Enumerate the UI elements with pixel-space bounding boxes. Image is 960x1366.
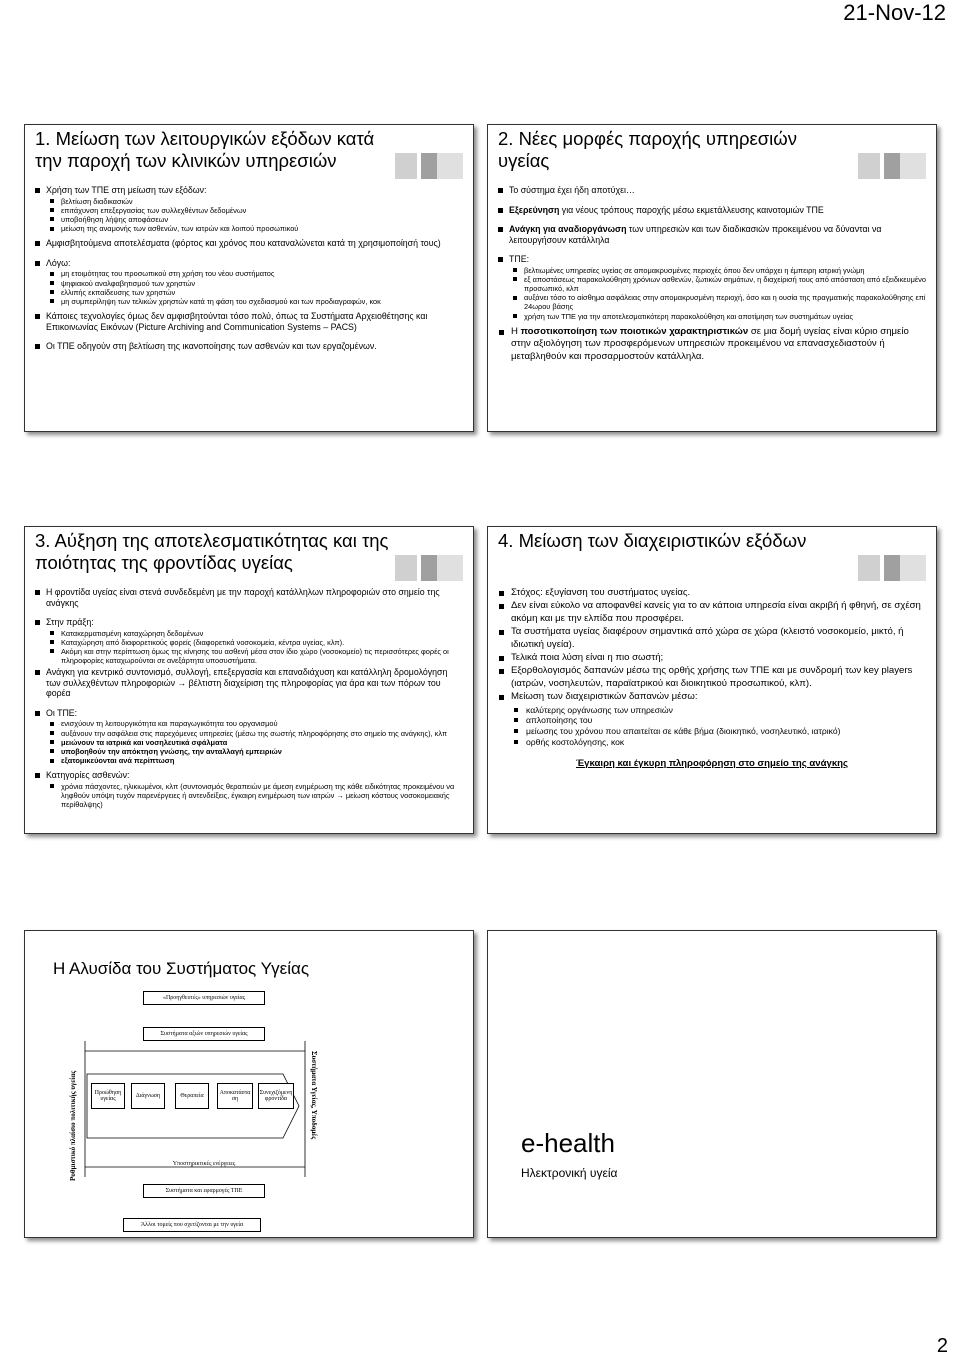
sub-bullet: αυξάνουν την ασφάλεια στις παρεχόμενες υπηρεσίες (μέσω της σωστής πληροφόρησης στο σημείο της ανάγκης), κλπ (35, 729, 463, 738)
slide-decoration (395, 153, 463, 179)
chain-step-3: Θεραπεία (175, 1083, 209, 1109)
slide-5-title: Η Αλυσίδα του Συστήματος Υγείας (53, 959, 310, 978)
top-box-2: Συστήματα αξιών υπηρεσιών υγείας (143, 1027, 265, 1041)
bullet: Οι ΤΠΕ: (35, 708, 463, 719)
bullet: Μείωση των διαχειριστικών δαπανών μέσω: (498, 691, 926, 703)
slide-6-title: e-health (521, 1128, 615, 1158)
text: σε μια δομή υγείας είναι κύριο σημείο στην αξιολόγηση των προσφερόμενων υπηρεσιών προκειμένου να επανασχεδιαστούν ή μεταβληθούν και προσαρμοστούν κατάλληλα. (511, 325, 909, 362)
sub-bullet: μείωσης του χρόνου που απαιτείται σε κάθε βήμα (διοικητικό, νοσηλευτικό, ιατρικό) (498, 726, 926, 737)
bullet: Αμφισβητούμενα αποτελέσματα (φόρτος και χρόνος που καταναλώνεται κατά τη χρησιμοποίησή τους) (35, 238, 463, 249)
slide-4-title: 4. Μείωση των διαχειριστικών εξόδων (498, 530, 807, 551)
bullet (498, 205, 926, 216)
sub-bullet: υποβοηθούν την απόκτηση γνώσης, την ανταλλαγή εμπειριών (35, 747, 463, 756)
sub-bullet: βελτίωση διαδικασιών (35, 197, 463, 206)
bullet: Κατηγορίες ασθενών: (35, 770, 463, 781)
sub-bullet: χρήση των ΤΠΕ για την αποτελεσματικότερη παρακολούθηση και αποτίμηση των συστημάτων υγείας (498, 312, 926, 321)
bullet: Οι ΤΠΕ οδηγούν στη βελτίωση της ικανοποίησης των ασθενών και των εργαζομένων. (35, 341, 463, 352)
chain-step-4: Αποκατάστα ση (217, 1083, 253, 1109)
bullet: Η φροντίδα υγείας είναι στενά συνδεδεμένη με την παροχή κατάλληλων πληροφοριών στο σημείο της ανάγκης (35, 587, 463, 608)
sub-bullet: καλύτερης οργάνωσης των υπηρεσιών (498, 705, 926, 716)
emphasis-link-text: Έγκαιρη και έγκυρη πληροφόρηση στο σημείο της ανάγκης (575, 757, 849, 769)
chain-step-5: Συνεχιζόμενη φροντίδα (258, 1083, 294, 1109)
header-date: 21-Nov-12 (843, 0, 946, 25)
slide-1[interactable] (24, 124, 474, 432)
bullet: Κάποιες τεχνολογίες όμως δεν αμφισβητούνται τόσο πολύ, όπως τα Συστήματα Αρχειοθέτησης και Επικοινωνίας Εικόνων (Picture Archiving and Communication Systems – PACS) (35, 311, 463, 332)
sub-bullet: ορθής κοστολόγησης, κοκ (498, 737, 926, 748)
bullet: Χρήση των ΤΠΕ στη μείωση των εξόδων: (35, 185, 463, 196)
bottom-box-1: Υποστηρικτικές ενέργειες (172, 1160, 236, 1167)
text: για νέους τρόπους παροχής μέσω εκμετάλλευσης καινοτομιών ΤΠΕ (559, 204, 824, 215)
sub-bullet: Καταχώρηση από διαφορετικούς φορείς (διαφορετικά νοσοκομεία, κέντρα υγείας, κλπ). (35, 638, 463, 647)
health-chain-diagram (25, 931, 473, 1237)
sub-bullet: επιτάχυνση επεξεργασίας των συλλεχθέντων δεδομένων (35, 206, 463, 215)
bullet: Στην πράξη: (35, 617, 463, 628)
bullet: Στόχος: εξυγίανση του συστήματος υγείας. (498, 587, 926, 599)
page-number: 2 (936, 1335, 948, 1357)
chain-step-2: Διάγνωση (131, 1083, 165, 1109)
slide-2[interactable] (487, 124, 937, 432)
slide-1-title: 1. Μείωση των λειτουργικών εξόδων κατά την παροχή των κλινικών υπηρεσιών (35, 128, 375, 171)
slide-3-title: 3. Αύξηση της αποτελεσματικότητας και της ποιότητας της φροντίδας υγείας (35, 530, 389, 573)
text: Η (511, 325, 521, 337)
sub-bullet: εξ αποστάσεως παρακολούθηση χρόνιων ασθενών, ζωτικών σημάτων, η διαχείρισή τους από απόσταση από εξειδικευμένο προσωπικό, κλπ (498, 275, 926, 293)
sub-bullet: χρόνια πάσχοντες, ηλικιωμένοι, κλπ (συντονισμός θεραπειών με άμεση ενημέρωση της κάθε ειδικότητας προκειμένου να ληφθούν υπόψη τυχόν παρενέργειες ή αντενδείξεις, έγκαιρη ενημέρωση των ιατρών → μείωση κόστους νοσοκομειακής περίθαλψης) (35, 782, 463, 810)
slide-decoration (395, 555, 463, 581)
sub-bullet: ελλιπής εκπαίδευσης των χρηστών (35, 288, 463, 297)
bold-text: ποσοτικοποίηση των ποιοτικών χαρακτηριστικών (520, 325, 749, 337)
bullet: Ανάγκη για κεντρικό συντονισμό, συλλογή, επεξεργασία και επαναδιάχυση και κατάλληλη δρομολόγηση των συλλεχθέντων πληροφοριών → βέλτιστη διαχείριση της πληροφορίας για άρα και των πόρων του φορέα (35, 667, 463, 699)
bold-text: Εξερεύνηση (509, 204, 560, 215)
sub-bullet: ενισχύουν τη λειτουργικότητα και παραγωγικότητα του οργανισμού (35, 719, 463, 728)
bottom-box-2: Συστήματα και εφαρμογές ΤΠΕ (143, 1184, 265, 1198)
chain-step-1: Προώθηση υγείας (91, 1083, 125, 1109)
left-vertical-label: Ρυθμιστικό πλαίσιο πολιτικής υγείας (69, 1070, 77, 1181)
slide-6[interactable] (487, 930, 937, 1238)
bullet: Δεν είναι εύκολο να αποφανθεί κανείς για το αν κάποια υπηρεσία είναι ακριβή ή φθηνή, σε σχέση ακόμη και με την ελπίδα που προσφέρει. (498, 600, 926, 625)
sub-bullet: Κατακερματισμένη καταχώρηση δεδομένων (35, 629, 463, 638)
top-box-1: «Προηγθευτές» υπηρεσιών υγείας (143, 991, 265, 1005)
sub-bullet: βελτιωμένες υπηρεσίες υγείας σε απομακρυσμένες περιοχές όπου δεν υπάρχει η έμπειρη ιατρική γνώμη (498, 266, 926, 275)
sub-bullet: υποβοήθηση λήψης αποφάσεων (35, 215, 463, 224)
sub-bullet: εξατομικεύονται ανά περίπτωση (35, 756, 463, 765)
slide-3[interactable] (24, 526, 474, 834)
right-vertical-label: Συστήματα Υγείας, Υποδομές (310, 1051, 318, 1140)
slide-decoration (858, 153, 926, 179)
slide-2-title: 2. Νέες μορφές παροχής υπηρεσιών υγείας (498, 128, 797, 171)
bullet (498, 326, 926, 363)
bullet: Το σύστημα έχει ήδη αποτύχει… (498, 185, 926, 196)
slide-decoration (858, 555, 926, 581)
bullet: Εξορθολογισμός δαπανών μέσω της ορθής χρήσης των ΤΠΕ και με συνδρομή των key players (ιατρών, νοσηλευτών, παραϊατρικού και διοικητικού προσωπικού, κλπ). (498, 665, 926, 690)
bullet: Τελικά ποια λύση είναι η πιο σωστή; (498, 652, 926, 664)
bullet: ΤΠΕ: (498, 254, 926, 265)
slide-5[interactable] (24, 930, 474, 1238)
bullet: Λόγω: (35, 258, 463, 269)
bullet: Τα συστήματα υγείας διαφέρουν σημαντικά από χώρα σε χώρα (κλειστό νοσοκομείο, μικτό, ή ιδιωτική υγεία). (498, 626, 926, 651)
bottom-box-3: Άλλοι τομείς που σχετίζονται με την υγεία (123, 1218, 261, 1232)
bold-text: Ανάγκη για αναδιοργάνωση (509, 224, 627, 234)
slide-6-subtitle: Ηλεκτρονική υγεία (521, 1166, 618, 1180)
sub-bullet: μη συμπερίληψη των τελικών χρηστών κατά τη φάση του σχεδιασμού και των προδιαγραφών, κοκ (35, 297, 463, 306)
sub-bullet: Ακόμη και στην περίπτωση όμως της κίνησης του ασθενή μέσα στον ίδιο χώρο (νοσοκομείο) τις περισσότερες φορές οι πληροφορίες καταχωρούνται σε ανεξάρτητα υποσυστήματα. (35, 647, 463, 665)
sub-bullet: αυξάνει τόσο το αίσθημα ασφάλειας στην απομακρυσμένη περιοχή, όσο και η ουσία της πραγματικής παρακολούθησης επί 24ωρου βάσης (498, 293, 926, 311)
text: των υπηρεσιών και των διαδικασιών προκειμένου να δύνανται να λειτουργήσουν κατάλληλα (509, 224, 882, 245)
sub-bullet: ψηφιακού αναλφαβητισμού των χρηστών (35, 279, 463, 288)
sub-bullet: μείωση της αναμονής των ασθενών, των ιατρών και λοιπού προσωπικού (35, 224, 463, 233)
sub-bullet: μη ετοιμότητας του προσωπικού στη χρήση του νέου συστήματος (35, 269, 463, 278)
slide-4[interactable] (487, 526, 937, 834)
bullet (498, 224, 926, 245)
sub-bullet: απλοποίησης του (498, 715, 926, 726)
sub-bullet: μειώνουν τα ιατρικά και νοσηλευτικά σφάλματα (35, 738, 463, 747)
